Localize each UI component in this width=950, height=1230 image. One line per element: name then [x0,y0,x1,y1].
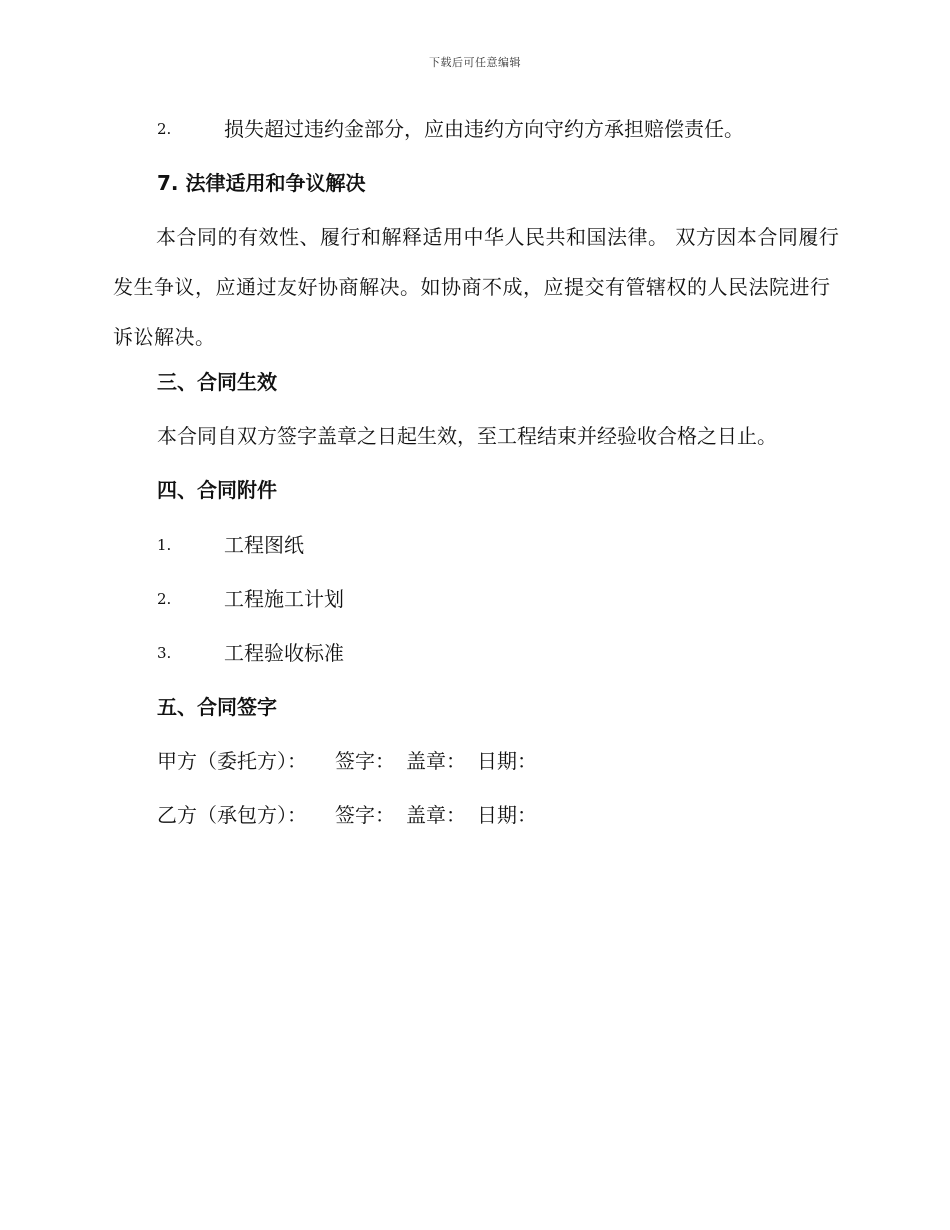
attachment-text-2: 工程施工计划 [224,587,344,611]
party-b-label: 乙方（承包方）： [157,803,307,827]
list-item-number: 2. [157,120,172,138]
party-a-sign-field: 签字： [335,749,395,773]
attachment-number-3: 3. [157,644,172,662]
attachment-text-3: 工程验收标准 [224,641,344,665]
attachment-number-2: 2. [157,590,172,608]
party-b-sign-field: 签字： [335,803,395,827]
section-heading-attachments: 四、合同附件 [157,478,277,502]
signature-row-party-b [157,801,537,829]
list-item-text: 损失超过违约金部分，应由违约方向守约方承担赔偿责任。 [224,117,744,141]
section-heading-signature: 五、合同签字 [157,695,277,719]
party-a-seal-field: 盖章： [406,749,466,773]
party-b-date-field: 日期： [477,803,537,827]
attachment-number-1: 1. [157,536,172,554]
party-a-date-field: 日期： [477,749,537,773]
section-body-effect: 本合同自双方签字盖章之日起生效，至工程结束并经验收合格之日止。 [157,424,777,448]
signature-row-party-a [157,747,537,775]
section-heading-law: 7. 法律适用和争议解决 [157,171,366,195]
attachment-text-1: 工程图纸 [224,533,304,557]
party-a-label: 甲方（委托方）： [157,749,307,773]
section-body-law: 本合同的有效性、履行和解释适用中华人民共和国法律。 双方因本合同履行发生争议，应通过友好协商解决。如协商不成，应提交有管辖权的人民法院进行诉讼解决。 [113,225,840,349]
page-header: 下载后可任意编辑 [429,56,521,69]
section-heading-effect: 三、合同生效 [157,370,277,394]
party-b-seal-field: 盖章： [406,803,466,827]
